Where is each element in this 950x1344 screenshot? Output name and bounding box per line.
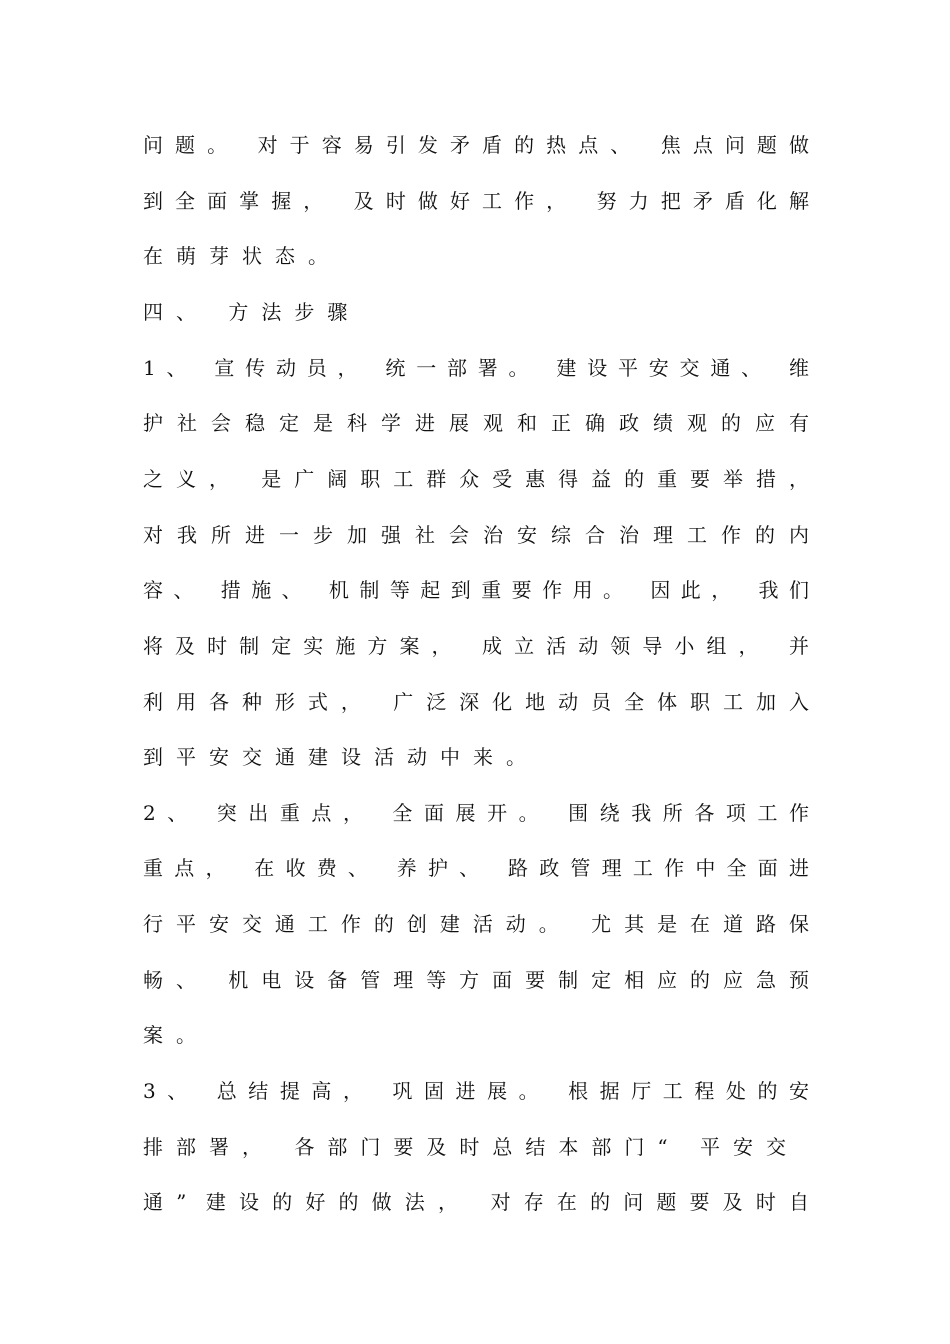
text-line: 将及时制定实施方案， 成立活动领导小组， 并 — [143, 634, 809, 658]
section-heading: 四、 方法步骤 — [143, 300, 361, 324]
text-line: 1、 宣传动员， 统一部署。 建设平安交通、 维 — [143, 356, 809, 380]
text-line: 容、 措施、 机制等起到重要作用。 因此， 我们 — [143, 578, 809, 602]
text-line: 通” 建设的好的做法， 对存在的问题要及时自 — [143, 1190, 809, 1214]
text-line: 到全面掌握， 及时做好工作， 努力把矛盾化解 — [143, 189, 809, 213]
text-line: 护社会稳定是科学进展观和正确政绩观的应有 — [143, 411, 809, 435]
text-line: 之义， 是广阔职工群众受惠得益的重要举措， — [143, 467, 809, 491]
text-line: 畅、 机电设备管理等方面要制定相应的应急预 — [143, 968, 809, 992]
text-line: 在萌芽状态。 — [143, 244, 341, 268]
text-line: 排部署， 各部门要及时总结本部门“ 平安交 — [143, 1135, 799, 1159]
text-line: 重点， 在收费、 养护、 路政管理工作中全面进 — [143, 856, 809, 880]
text-line: 案。 — [143, 1023, 209, 1047]
text-line: 2、 突出重点， 全面展开。 围绕我所各项工作 — [143, 801, 809, 825]
text-line: 对我所进一步加强社会治安综合治理工作的内 — [143, 523, 809, 547]
text-line: 3、 总结提高， 巩固进展。 根据厅工程处的安 — [143, 1079, 809, 1103]
text-line: 问题。 对于容易引发矛盾的热点、 焦点问题做 — [143, 133, 809, 157]
text-line: 利用各种形式， 广泛深化地动员全体职工加入 — [143, 690, 809, 714]
text-line: 到平安交通建设活动中来。 — [143, 745, 539, 769]
text-line: 行平安交通工作的创建活动。 尤其是在道路保 — [143, 912, 809, 936]
